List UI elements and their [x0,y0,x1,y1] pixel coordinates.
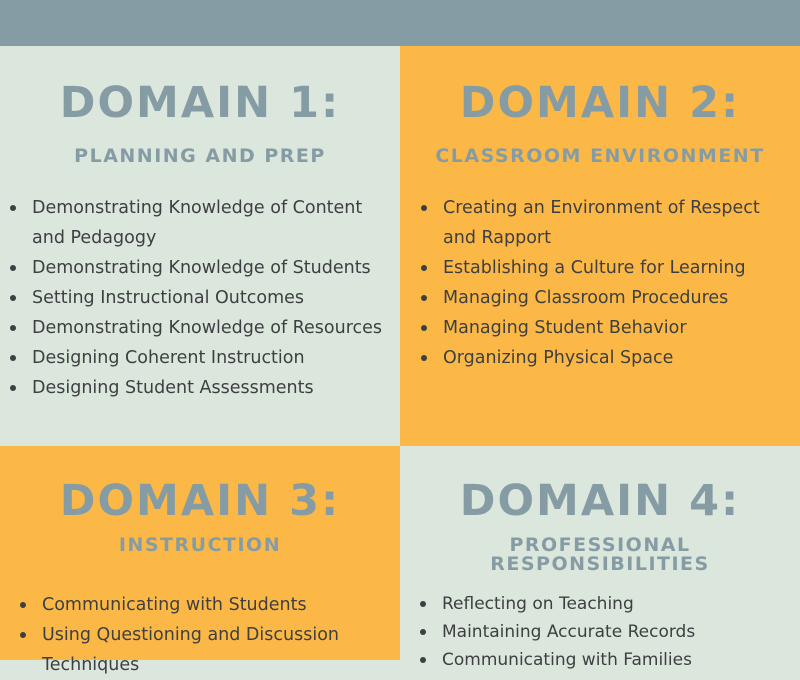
domain-2-list [421,193,791,373]
domain-4-list [420,590,790,674]
domain-3-title: DOMAIN 3: [59,476,341,526]
domain-2-subtitle: CLASSROOM ENVIRONMENT [435,145,765,167]
domain-2-panel [400,46,800,446]
domain-3-list [20,590,390,680]
domain-1-subtitle: PLANNING AND PREP [74,145,326,167]
header-bar [0,0,800,46]
list-item: Demonstrating Knowledge of Content and Pedagogy [10,193,390,253]
list-item: Managing Student Behavior [421,313,791,343]
list-item: Communicating with Students [20,590,390,620]
list-item: Using Questioning and Discussion Techniques [20,620,390,680]
domain-3-panel [0,446,400,675]
domain-2-title: DOMAIN 2: [459,78,741,128]
list-item: Managing Classroom Procedures [421,283,791,313]
list-item: Demonstrating Knowledge of Students [10,253,390,283]
domain-4-title: DOMAIN 4: [459,476,741,526]
list-item: Creating an Environment of Respect and Rapport [421,193,791,253]
list-item: Designing Coherent Instruction [10,343,390,373]
list-item: Organizing Physical Space [421,343,791,373]
domain-1-list [10,193,390,403]
domain-1-panel [0,46,400,446]
list-item: Demonstrating Knowledge of Resources [10,313,390,343]
domain-1-title: DOMAIN 1: [59,78,341,128]
domain-4-subtitle: PROFESSIONAL RESPONSIBILITIES [490,534,710,575]
list-item: Setting Instructional Outcomes [10,283,390,313]
list-item: Maintaining Accurate Records [420,618,790,646]
list-item: Designing Student Assessments [10,373,390,403]
list-item: Communicating with Families [420,646,790,674]
domain-3-subtitle: INSTRUCTION [118,534,282,556]
list-item: Reflecting on Teaching [420,590,790,618]
domain-4-panel [400,446,800,670]
list-item: Establishing a Culture for Learning [421,253,791,283]
